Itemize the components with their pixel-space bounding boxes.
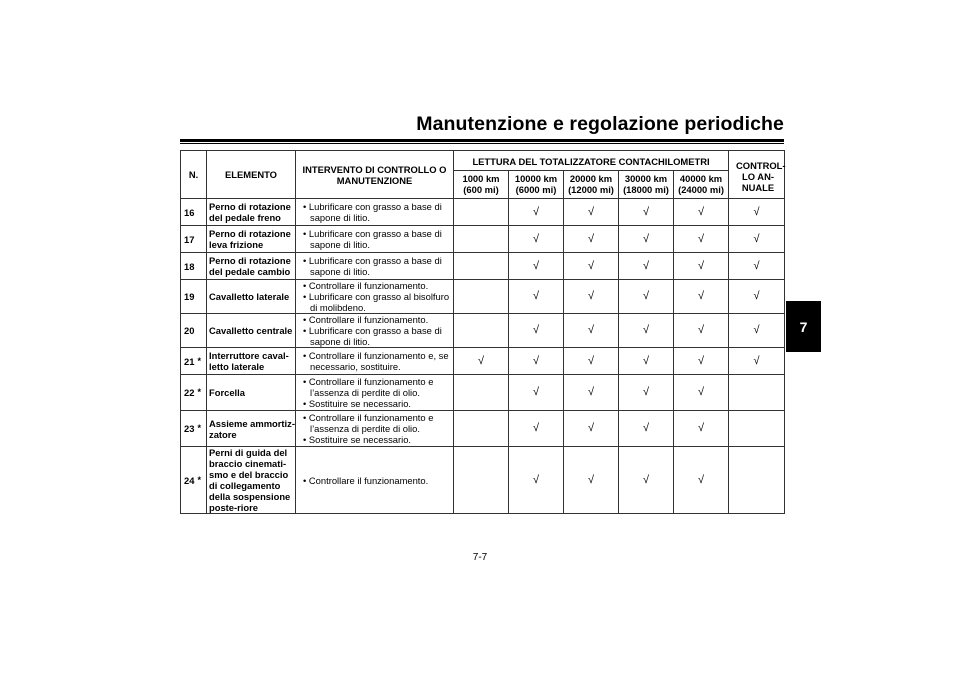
action-item [302, 291, 453, 313]
action-item [302, 201, 453, 223]
table-row [181, 253, 785, 280]
header-odometer: LETTURA DEL TOTALIZZATORE CONTACHILOMETRI [454, 151, 729, 171]
check-cell [564, 226, 619, 253]
check-cell [619, 199, 674, 226]
check-cell [454, 280, 509, 314]
check-mark-icon: √ [753, 259, 760, 272]
table-row [181, 280, 785, 314]
bullet-icon: • [303, 398, 309, 409]
action-text: Controllare il funzionamento. [308, 280, 429, 291]
check-cell [619, 226, 674, 253]
action-item [302, 350, 453, 372]
row-item: Cavalletto centrale [207, 314, 296, 348]
check-cell [619, 447, 674, 514]
check-mark-icon: √ [697, 259, 705, 272]
odometer-km: 10000 km [514, 173, 558, 184]
check-cell [674, 375, 729, 411]
check-mark-icon: √ [532, 473, 540, 486]
check-cell [674, 253, 729, 280]
table-row [181, 447, 785, 514]
odometer-km: 30000 km [624, 173, 668, 184]
check-cell [564, 447, 619, 514]
row-item: Assieme ammortiz-zatore [207, 411, 296, 447]
check-mark-icon: √ [697, 422, 705, 434]
check-cell [564, 253, 619, 280]
action-text: Sostituire se necessario. [308, 434, 412, 445]
bullet-icon: • [303, 474, 309, 486]
check-cell [454, 375, 509, 411]
odometer-mi: (24000 mi) [678, 184, 724, 195]
row-actions [296, 447, 454, 514]
check-cell [454, 226, 509, 253]
check-cell [564, 199, 619, 226]
odometer-mi: (600 mi) [463, 184, 499, 195]
table-row [181, 375, 785, 411]
row-actions [296, 411, 454, 447]
check-mark-icon: √ [753, 232, 760, 245]
check-mark-icon: √ [753, 324, 760, 336]
check-cell [509, 226, 564, 253]
row-item: Perno di rotazione del pedale cambio [207, 253, 296, 280]
title-rule-thin [180, 143, 784, 144]
row-item: Cavalletto laterale [207, 280, 296, 314]
check-mark-icon: √ [642, 205, 650, 218]
table-row [181, 314, 785, 348]
check-mark-icon: √ [532, 205, 540, 218]
odometer-col-header [454, 171, 509, 199]
check-cell [454, 447, 509, 514]
check-mark-icon: √ [587, 232, 595, 245]
check-cell [564, 280, 619, 314]
check-cell [564, 314, 619, 348]
check-mark-icon: √ [753, 354, 760, 367]
check-mark-icon: √ [753, 290, 760, 302]
header-action: INTERVENTO DI CONTROLLO O MANUTENZIONE [296, 151, 454, 199]
action-item [302, 228, 453, 250]
row-actions [296, 253, 454, 280]
bullet-icon: • [303, 291, 309, 302]
row-asterisk: * [198, 411, 207, 447]
row-asterisk: * [198, 375, 207, 411]
row-number: 22 [181, 375, 198, 411]
check-mark-icon: √ [532, 259, 540, 272]
action-text: Lubrificare con grasso a base di sapone di litio. [308, 255, 442, 277]
check-mark-icon: √ [477, 354, 485, 367]
odometer-mi: (6000 mi) [515, 184, 557, 195]
chapter-tab: 7 [786, 301, 821, 352]
check-cell [564, 348, 619, 375]
odometer-km: 40000 km [679, 173, 723, 184]
check-cell [729, 253, 785, 280]
check-mark-icon: √ [532, 290, 540, 302]
check-cell [674, 226, 729, 253]
bullet-icon: • [303, 325, 309, 336]
odometer-mi: (18000 mi) [623, 184, 669, 195]
action-text: Sostituire se necessario. [308, 398, 412, 409]
check-mark-icon: √ [642, 386, 650, 398]
row-asterisk [198, 199, 207, 226]
row-number: 23 [181, 411, 198, 447]
bullet-icon: • [303, 314, 309, 325]
check-mark-icon: √ [587, 205, 595, 218]
check-mark-icon: √ [753, 205, 760, 218]
check-cell [674, 199, 729, 226]
row-asterisk [198, 314, 207, 348]
action-item [302, 255, 453, 277]
check-cell [509, 280, 564, 314]
row-number: 20 [181, 314, 198, 348]
row-number: 18 [181, 253, 198, 280]
table-row [181, 226, 785, 253]
check-cell [674, 280, 729, 314]
check-mark-icon: √ [642, 290, 650, 302]
check-mark-icon: √ [697, 473, 705, 486]
check-mark-icon: √ [587, 324, 595, 336]
check-cell [729, 280, 785, 314]
table-row [181, 199, 785, 226]
odometer-km: 1000 km [462, 173, 500, 184]
check-mark-icon: √ [587, 386, 595, 398]
check-mark-icon: √ [532, 386, 540, 398]
row-asterisk: * [198, 447, 207, 514]
row-item: Perni di guida del braccio cinemati-smo e del braccio di collegamento della sospensione poste-riore [207, 447, 296, 514]
check-cell [509, 411, 564, 447]
check-cell [729, 314, 785, 348]
check-cell [454, 348, 509, 375]
row-item: Interruttore caval-letto laterale [207, 348, 296, 375]
check-mark-icon: √ [642, 324, 650, 336]
check-cell [454, 411, 509, 447]
check-mark-icon: √ [532, 232, 540, 245]
check-cell [619, 348, 674, 375]
check-cell [674, 348, 729, 375]
bullet-icon: • [303, 228, 309, 239]
row-item: Perno di rotazione del pedale freno [207, 199, 296, 226]
maintenance-table [180, 150, 785, 514]
odometer-col-header [509, 171, 564, 199]
action-text: Controllare il funzionamento. [308, 474, 429, 486]
bullet-icon: • [303, 201, 309, 212]
check-mark-icon: √ [642, 232, 650, 245]
check-cell [619, 411, 674, 447]
check-mark-icon: √ [642, 473, 650, 486]
row-actions [296, 375, 454, 411]
check-cell [454, 314, 509, 348]
bullet-icon: • [303, 434, 309, 445]
check-cell [619, 375, 674, 411]
row-asterisk [198, 280, 207, 314]
row-number: 21 [181, 348, 198, 375]
check-cell [509, 375, 564, 411]
row-actions [296, 199, 454, 226]
action-item [302, 434, 453, 445]
check-cell [729, 411, 785, 447]
check-mark-icon: √ [642, 259, 650, 272]
row-item: Forcella [207, 375, 296, 411]
action-item [302, 325, 453, 347]
page-title: Manutenzione e regolazione periodiche [416, 113, 784, 135]
odometer-mi: (12000 mi) [568, 184, 614, 195]
action-item [302, 376, 453, 398]
check-mark-icon: √ [697, 205, 705, 218]
odometer-col-header [674, 171, 729, 199]
action-item [302, 412, 453, 434]
row-number: 17 [181, 226, 198, 253]
check-cell [564, 411, 619, 447]
action-item [302, 475, 453, 486]
check-cell [619, 253, 674, 280]
check-cell [509, 348, 564, 375]
check-cell [509, 314, 564, 348]
bullet-icon: • [303, 350, 309, 361]
check-cell [509, 253, 564, 280]
check-mark-icon: √ [587, 473, 595, 486]
check-cell [509, 447, 564, 514]
check-mark-icon: √ [697, 386, 705, 398]
row-asterisk [198, 253, 207, 280]
row-asterisk [198, 226, 207, 253]
row-actions [296, 280, 454, 314]
check-cell [454, 253, 509, 280]
row-actions [296, 226, 454, 253]
check-mark-icon: √ [532, 422, 540, 434]
check-mark-icon: √ [587, 290, 595, 302]
check-cell [729, 375, 785, 411]
action-item [302, 314, 453, 325]
header-annual: CONTROL-LO AN-NUALE [729, 151, 785, 199]
row-item: Perno di rotazione leva frizione [207, 226, 296, 253]
bullet-icon: • [303, 280, 309, 291]
check-cell [674, 314, 729, 348]
check-cell [674, 411, 729, 447]
check-mark-icon: √ [697, 232, 705, 245]
check-mark-icon: √ [697, 324, 705, 336]
row-actions [296, 314, 454, 348]
check-cell [729, 348, 785, 375]
table-row [181, 348, 785, 375]
odometer-km: 20000 km [569, 173, 613, 184]
check-cell [564, 375, 619, 411]
row-actions [296, 348, 454, 375]
action-text: Lubrificare con grasso a base di sapone di litio. [308, 325, 442, 347]
bullet-icon: • [303, 255, 309, 266]
check-cell [509, 199, 564, 226]
action-text: Lubrificare con grasso a base di sapone di litio. [308, 228, 442, 250]
page-number: 7-7 [472, 552, 488, 563]
action-text: Controllare il funzionamento e l’assenza di perdite di olio. [308, 412, 434, 434]
header-n: N. [181, 151, 207, 199]
action-text: Controllare il funzionamento e, se necessario, sostituire. [308, 350, 449, 372]
check-cell [674, 447, 729, 514]
action-item [302, 398, 453, 409]
check-mark-icon: √ [697, 354, 705, 367]
row-number: 24 [181, 447, 198, 514]
action-text: Controllare il funzionamento e l’assenza di perdite di olio. [308, 376, 434, 398]
header-item: ELEMENTO [207, 151, 296, 199]
check-mark-icon: √ [587, 422, 595, 434]
check-cell [729, 199, 785, 226]
odometer-col-header [564, 171, 619, 199]
row-number: 16 [181, 199, 198, 226]
check-mark-icon: √ [642, 354, 650, 367]
check-mark-icon: √ [697, 290, 705, 302]
check-cell [454, 199, 509, 226]
check-cell [619, 280, 674, 314]
bullet-icon: • [303, 376, 309, 387]
action-item [302, 280, 453, 291]
check-mark-icon: √ [532, 354, 540, 367]
check-mark-icon: √ [532, 324, 540, 336]
row-number: 19 [181, 280, 198, 314]
check-cell [619, 314, 674, 348]
bullet-icon: • [303, 412, 309, 423]
check-cell [729, 447, 785, 514]
check-mark-icon: √ [587, 354, 595, 367]
row-asterisk: * [198, 348, 207, 375]
action-text: Controllare il funzionamento. [308, 314, 429, 325]
check-cell [729, 226, 785, 253]
action-text: Lubrificare con grasso a base di sapone di litio. [308, 201, 442, 223]
table-row [181, 411, 785, 447]
check-mark-icon: √ [642, 422, 650, 434]
check-mark-icon: √ [587, 259, 595, 272]
odometer-col-header [619, 171, 674, 199]
action-text: Lubrificare con grasso al bisolfuro di molibdeno. [308, 291, 450, 313]
title-rule [180, 139, 784, 142]
